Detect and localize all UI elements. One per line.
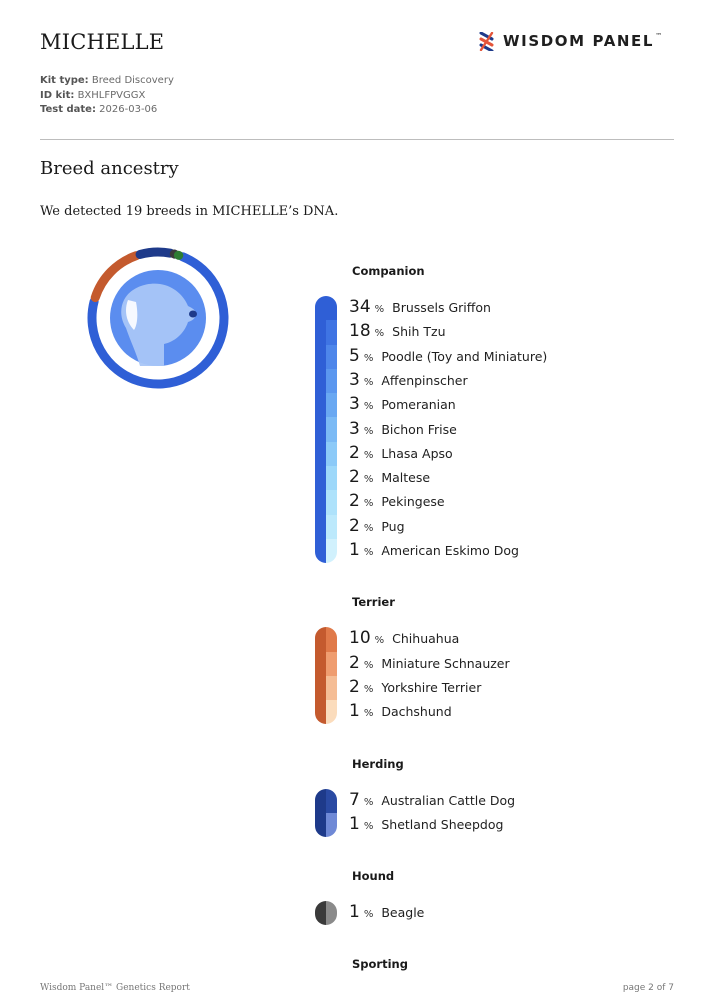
- breed-row: [349, 394, 456, 416]
- breed-name: Pomeranian: [381, 397, 456, 413]
- percent-sign: %: [363, 820, 374, 832]
- percent-sign: %: [363, 683, 374, 695]
- group-color-pill-hound: [315, 901, 337, 925]
- breed-percent: 1: [349, 540, 360, 560]
- percent-sign: %: [363, 708, 374, 720]
- test-date-value: 2026-03-06: [99, 104, 158, 115]
- breed-percent: 5: [349, 345, 360, 366]
- percent-sign: %: [363, 474, 374, 486]
- breed-color-swatch: [326, 442, 337, 466]
- breed-percent: 1: [349, 701, 360, 722]
- breed-row: [349, 701, 452, 723]
- percent-sign: %: [363, 547, 374, 558]
- breed-name: Poodle (Toy and Miniature): [381, 348, 548, 364]
- breed-name: Chihuahua: [392, 631, 460, 647]
- breed-color-swatch: [326, 417, 337, 441]
- breed-name: Dachshund: [381, 704, 452, 720]
- group-label-herding: Herding: [352, 756, 404, 771]
- group-label-sporting: Sporting: [352, 957, 408, 972]
- footer-page-number: page 2 of 7: [622, 983, 674, 993]
- breed-row: [349, 653, 510, 675]
- breed-percent: 3: [349, 418, 360, 439]
- group-color-pill-herding: [315, 789, 337, 838]
- breed-row: [349, 346, 547, 368]
- test-date-label: Test date:: [40, 104, 96, 115]
- breed-color-swatch: [326, 652, 337, 676]
- group-color-band: [315, 901, 326, 925]
- group-label-companion: Companion: [352, 264, 425, 278]
- breed-name: American Eskimo Dog: [381, 543, 519, 558]
- breed-percent: 2: [349, 491, 360, 512]
- percent-sign: %: [363, 522, 374, 534]
- breed-name: Beagle: [381, 905, 425, 921]
- breed-percent: 2: [349, 676, 360, 697]
- percent-sign: %: [363, 449, 374, 461]
- id-kit-line: [40, 89, 174, 104]
- breed-row: [349, 628, 459, 650]
- breed-percent: 3: [349, 369, 360, 390]
- breed-name: Maltese: [381, 470, 431, 486]
- group-color-band: [315, 627, 326, 724]
- breed-color-swatch: [326, 789, 337, 813]
- percent-sign: %: [363, 401, 374, 413]
- test-date-line: [40, 103, 174, 118]
- kit-type-label: Kit type:: [40, 75, 89, 86]
- percent-sign: %: [374, 635, 385, 647]
- percent-sign: %: [363, 796, 374, 808]
- breed-name: Shetland Sheepdog: [381, 816, 504, 832]
- breed-row: [349, 419, 457, 441]
- group-label-hound: Hound: [352, 869, 395, 884]
- breed-name: Miniature Schnauzer: [381, 655, 510, 671]
- breed-percent: 18: [349, 321, 371, 342]
- breed-color-swatch: [326, 813, 337, 837]
- header-divider: [40, 139, 674, 140]
- breed-row: [349, 790, 515, 812]
- percent-sign: %: [374, 328, 385, 340]
- breed-color-swatch: [326, 700, 337, 724]
- breed-name: Brussels Griffon: [392, 300, 491, 315]
- breed-percent: 2: [349, 467, 360, 488]
- percent-sign: %: [363, 376, 374, 388]
- breed-color-swatch: [326, 393, 337, 417]
- breed-name: Shih Tzu: [392, 324, 446, 340]
- wisdom-panel-helix-icon: [479, 32, 494, 51]
- breed-percent: 2: [349, 442, 360, 463]
- breed-color-swatch: [326, 320, 337, 344]
- breed-row: [349, 467, 430, 489]
- breed-name: Affenpinscher: [381, 372, 468, 388]
- breed-percent: 7: [349, 789, 360, 810]
- percent-sign: %: [374, 304, 385, 315]
- breed-name: Bichon Frise: [381, 421, 457, 437]
- group-color-pill-companion: [315, 296, 337, 563]
- breed-name: Pug: [381, 518, 405, 534]
- breed-color-swatch: [326, 296, 337, 320]
- breed-color-swatch: [326, 901, 337, 925]
- breed-row: [349, 297, 491, 319]
- breed-row: [349, 321, 446, 343]
- percent-sign: %: [363, 425, 374, 437]
- dog-name: MICHELLE: [40, 30, 165, 54]
- breed-color-swatch: [326, 345, 337, 369]
- wisdom-panel-logo: [479, 30, 664, 52]
- footer-report-name: Wisdom Panel™ Genetics Report: [40, 983, 190, 993]
- breed-name: Lhasa Apso: [381, 445, 453, 461]
- breed-color-swatch: [326, 515, 337, 539]
- breed-name: Australian Cattle Dog: [381, 792, 516, 808]
- breed-color-swatch: [326, 490, 337, 514]
- breed-row: [349, 902, 424, 924]
- breed-percent: 2: [349, 515, 360, 536]
- breed-count-intro: We detected 19 breeds in MICHELLE’s DNA.: [40, 204, 339, 219]
- breed-percent: 3: [349, 394, 360, 415]
- breed-percent: 10: [349, 628, 371, 649]
- percent-sign: %: [363, 498, 374, 510]
- breed-color-swatch: [326, 676, 337, 700]
- kit-type-value: Breed Discovery: [91, 75, 174, 86]
- breed-name: Yorkshire Terrier: [381, 679, 482, 695]
- breed-row: [349, 516, 405, 538]
- kit-type-line: [40, 74, 174, 89]
- breed-row: [349, 443, 453, 465]
- breed-percent: 34: [349, 297, 371, 317]
- breed-percent: 1: [349, 902, 360, 923]
- breed-color-swatch: [326, 539, 337, 563]
- breed-percent: 1: [349, 813, 360, 834]
- breed-percent: 2: [349, 652, 360, 673]
- donut-segment: [140, 252, 170, 254]
- group-color-pill-terrier: [315, 627, 337, 724]
- breed-name: Pekingese: [381, 494, 445, 510]
- ancestry-donut: [84, 244, 232, 392]
- kit-meta: [40, 74, 174, 118]
- breed-color-swatch: [326, 627, 337, 651]
- brand-name: WISDOM PANEL™: [503, 32, 664, 50]
- group-label-terrier: Terrier: [352, 595, 395, 610]
- breed-color-swatch: [326, 369, 337, 393]
- percent-sign: %: [363, 352, 374, 364]
- breed-row: [349, 491, 445, 513]
- group-color-band: [315, 789, 326, 838]
- section-title: Breed ancestry: [40, 158, 179, 179]
- group-color-band: [315, 296, 326, 563]
- percent-sign: %: [363, 659, 374, 671]
- breed-row: [349, 814, 503, 836]
- breed-row: [349, 370, 468, 392]
- id-kit-value: BXHLFPVGGX: [77, 89, 146, 101]
- breed-row: [349, 540, 519, 562]
- id-kit-label: ID kit:: [40, 89, 75, 101]
- breed-row: [349, 677, 481, 699]
- breed-color-swatch: [326, 466, 337, 490]
- percent-sign: %: [363, 909, 374, 921]
